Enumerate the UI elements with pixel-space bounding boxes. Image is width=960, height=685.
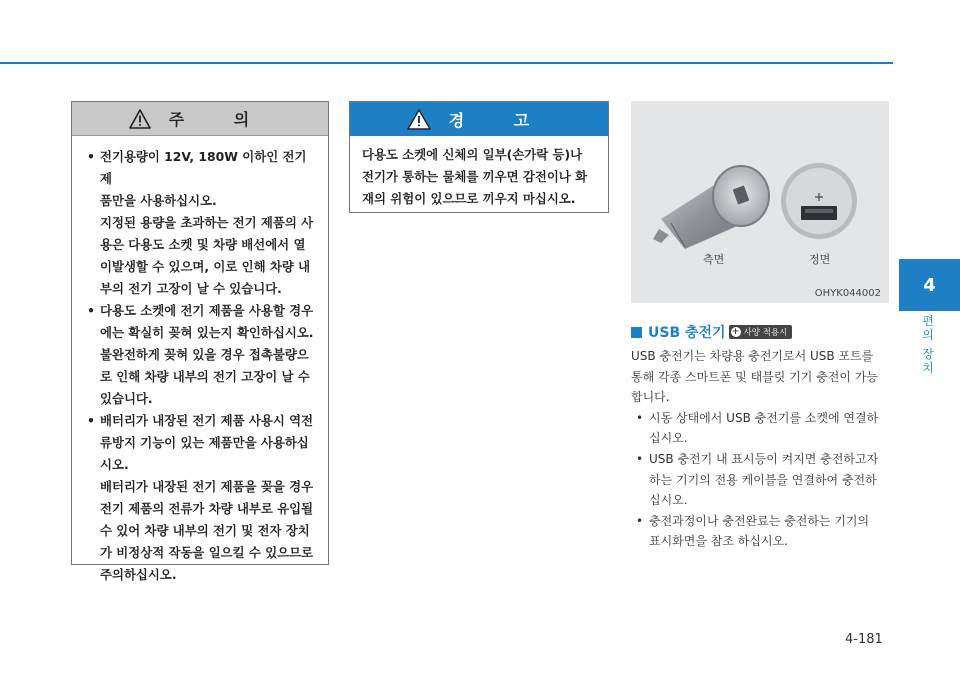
warning-box (349, 101, 609, 213)
caution-title: 주 의 (168, 110, 272, 129)
warning-triangle-icon (407, 109, 431, 130)
caution-paragraph: 배터리가 내장된 전기 제품을 꽂을 경우 전기 제품의 전류가 차량 내부로 유입될 수 있어 차량 내부의 전기 및 전자 장치 가 비정상적 작동을 일으킬 수 있으므로 주의하십시오. (100, 479, 314, 582)
usb-intro: USB 충전기는 차량용 충전기로서 USB 포트를 통해 각종 스마트폰 및 태블릿 기기 충전이 가능 합니다. (631, 349, 878, 405)
caution-body (72, 136, 328, 586)
usb-item: • USB 충전기 내 표시등이 켜지면 충전하고자 하는 기기의 전용 케이블을 연결하여 충전하 십시오. (631, 449, 891, 511)
chapter-tab[interactable]: 4 (899, 259, 960, 311)
usb-item: • 충전과정이나 충전완료는 충전하는 기기의 표시화면을 참조 하십시오. (631, 511, 891, 552)
page-number: 4-181 (845, 632, 883, 647)
usb-charger-photo (631, 101, 889, 303)
usb-heading (631, 322, 792, 342)
warning-body: 다용도 소켓에 신체의 일부(손가락 등)나 전기가 통하는 물체를 끼우면 감전이나 화 재의 위험이 있으므로 끼우지 마십시오. (362, 147, 588, 206)
usb-title: USB 충전기 (648, 325, 726, 341)
chapter-title: 편 의 장 치 (922, 314, 934, 375)
top-rule (0, 62, 893, 64)
caution-header (72, 102, 328, 136)
photo-code: OHYK044002 (814, 288, 881, 299)
usb-body (631, 346, 891, 552)
option-badge: + 사양 적용시 (729, 325, 793, 339)
caution-item: • 다용도 소켓에 전기 제품을 사용할 경우 에는 확실히 꽂혀 있는지 확인하십시오. (86, 300, 318, 344)
warning-title: 경 고 (448, 110, 552, 130)
caution-item: • 전기용량이 12V, 180W 이하인 전기 제 품만을 사용하십시오. (86, 146, 318, 212)
caution-paragraph: 불완전하게 꽂혀 있을 경우 접촉불량으 로 인해 차량 내부의 전기 고장이 날 수 있습니다. (100, 347, 310, 406)
warning-header (350, 102, 608, 136)
photo-label-side: 측면 (703, 253, 725, 266)
usb-charger-side-image (631, 101, 889, 303)
section-square-icon (631, 327, 642, 338)
plus-icon: + (731, 327, 740, 337)
caution-paragraph: 지정된 용량을 초과하는 전기 제품의 사 용은 다용도 소켓 및 차량 배선에서 열 이발생할 수 있으며, 이로 인해 차량 내 부의 전기 고장이 날 수 있습니다. (100, 215, 314, 296)
caution-item: • 배터리가 내장된 전기 제품 사용시 역전 류방지 기능이 있는 제품만을 사용하십 시오. (86, 410, 318, 476)
warning-triangle-icon (129, 109, 151, 129)
photo-label-front: 정면 (809, 253, 831, 266)
caution-box (71, 101, 329, 582)
usb-item: • 시동 상태에서 USB 충전기를 소켓에 연결하 십시오. (631, 408, 891, 449)
